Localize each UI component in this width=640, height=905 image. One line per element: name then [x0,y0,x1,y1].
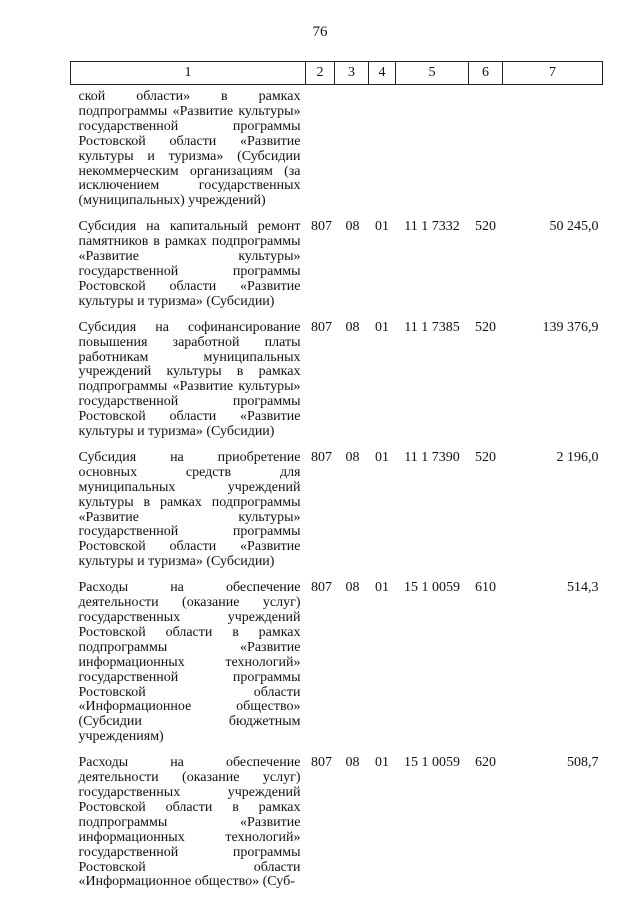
row-section-code: 08 [345,219,360,235]
table-row [71,321,603,451]
column-header-6: 6 [469,62,503,85]
row-expense-type: 520 [475,219,496,235]
row-ministry-code: 807 [311,755,332,771]
row-expense-type: 620 [475,755,496,771]
row-section-code: 08 [345,580,360,596]
row-description: Субсидия на приобретение основных средств для муниципальных учреждений культуры в рамках подпрограммы «Развитие культуры» государственной программы Ростовской области «Развитие культуры и туризма» (Субсидии) [78,449,301,570]
row-target-code: 11 1 7390 [404,449,460,465]
table-row [71,581,603,756]
row-ministry-code [306,85,335,221]
row-ministry-code: 807 [311,580,332,596]
row-subsection-code: 01 [375,319,389,335]
row-target-code: 11 1 7385 [404,319,460,335]
row-target-code: 11 1 7332 [404,219,460,235]
row-description: Субсидия на софинансирование повышения заработной платы работникам муниципальных учреждений культуры в рамках подпрограммы «Развитие культуры» государственной программы Ростовской области «Развитие культуры и туризма» (Субсидии) [78,319,301,440]
column-header-2: 2 [306,62,335,85]
row-ministry-code: 807 [311,319,332,335]
row-target-code [396,85,469,221]
row-section-code: 08 [345,755,360,771]
row-amount [503,85,603,221]
row-ministry-code: 807 [311,219,332,235]
row-subsection-code: 01 [375,755,389,771]
column-header-7: 7 [503,62,603,85]
row-section-code: 08 [345,449,360,465]
row-description: Расходы на обеспечение деятельности (оказание услуг) государственных учреждений Ростовской области в рамках подпрограммы «Развитие информационных технологий» государственной программы Ростовской области «Информационное общество» (Субсидии бюджетным учреждениям) [78,580,301,745]
table-row [71,220,603,320]
row-description: ской области» в рамках подпрограммы «Развитие культуры» государственной программы Ростовской области «Развитие культуры и туризма» (Субсидии некоммерческим организациям (за исключением государственных (муниципальных) учреждений) [78,89,301,209]
row-subsection-code: 01 [375,219,389,235]
row-amount: 2 196,0 [556,449,599,465]
row-subsection-code [369,85,396,221]
row-expense-type: 520 [475,449,496,465]
row-amount: 508,7 [567,755,599,771]
column-header-1: 1 [71,62,306,85]
row-expense-type [469,85,503,221]
row-target-code: 15 1 0059 [404,580,460,596]
row-section-code [335,85,369,221]
row-section-code: 08 [345,319,360,335]
row-amount: 50 245,0 [549,219,599,235]
row-ministry-code: 807 [311,449,332,465]
table-row [71,756,603,901]
column-header-5: 5 [396,62,469,85]
row-subsection-code: 01 [375,449,389,465]
row-description: Субсидия на капитальный ремонт памятников в рамках подпрограммы «Развитие культуры» государственной программы Ростовской области «Развитие культуры и туризма» (Субсидии) [78,219,301,309]
row-description: Расходы на обеспечение деятельности (оказание услуг) государственных учреждений Ростовской области в рамках подпрограммы «Развитие информационных технологий» государственной программы Ростовской области «Информационное общество» (Суб- [78,755,301,890]
table-row [71,85,603,221]
row-subsection-code: 01 [375,580,389,596]
row-amount: 139 376,9 [542,319,599,335]
page-number: 76 [312,24,328,40]
budget-table [70,61,603,901]
row-target-code: 15 1 0059 [404,755,460,771]
table-header-row [71,62,603,85]
column-header-3: 3 [335,62,369,85]
row-expense-type: 610 [475,580,496,596]
column-header-4: 4 [369,62,396,85]
table-row [71,451,603,581]
row-amount: 514,3 [567,580,599,596]
row-expense-type: 520 [475,319,496,335]
